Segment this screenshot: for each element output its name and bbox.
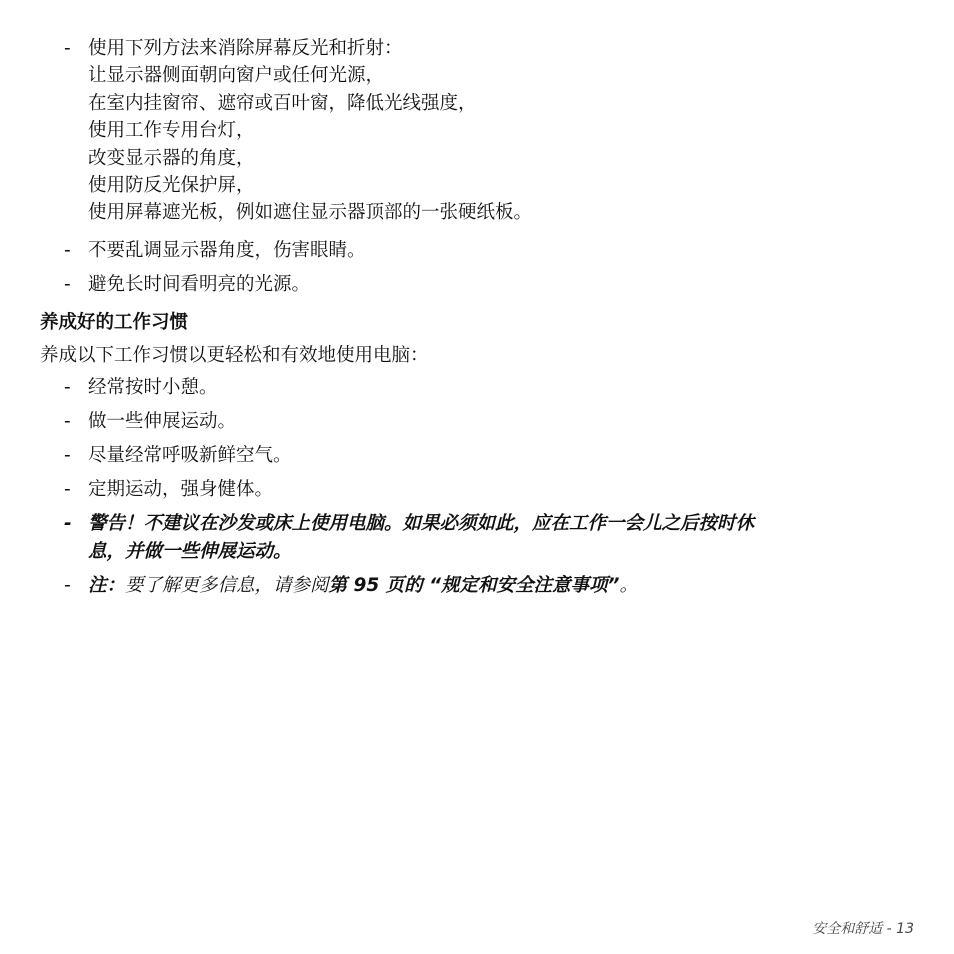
- section-heading: 养成好的工作习惯: [40, 312, 189, 333]
- bullet-dash: -: [64, 411, 71, 432]
- note-text: [88, 572, 918, 599]
- bullet-dash: -: [64, 575, 71, 596]
- text-line: 使用屏幕遮光板，例如遮住显示器顶部的一张硬纸板。: [88, 202, 533, 224]
- bullet-dash: -: [64, 445, 71, 466]
- text-line: 使用下列方法来消除屏幕反光和折射：: [88, 38, 403, 59]
- note-bullet: [64, 572, 918, 599]
- bullet-text: 避免长时间看明亮的光源。: [88, 274, 311, 295]
- bullet-text: 尽量经常呼吸新鲜空气。: [88, 445, 292, 466]
- warning-line: 警告！不建议在沙发或床上使用电脑。如果必须如此，应在工作一会儿之后按时休: [88, 513, 755, 534]
- note-end: 。: [619, 575, 638, 596]
- bullet-bright-light: [64, 271, 918, 298]
- bullet-text: 做一些伸展运动。: [88, 411, 237, 432]
- bullet-glare-remedies: [64, 35, 918, 227]
- text-line: 改变显示器的角度，: [88, 147, 255, 169]
- bullet-habit: [64, 374, 918, 401]
- bullet-text: 定期运动，强身健体。: [88, 479, 274, 500]
- warning-line: 息，并做一些伸展运动。: [88, 541, 292, 562]
- bullet-habit: [64, 476, 918, 503]
- bullet-text-block: [88, 35, 918, 227]
- note-reference-link[interactable]: 第 95 页的 “规定和安全注意事项”: [328, 575, 620, 596]
- bullet-dash: -: [64, 513, 72, 534]
- text-line: 使用工作专用台灯，: [88, 120, 255, 142]
- note-body: 要了解更多信息，请参阅: [125, 575, 329, 596]
- bullet-dash: -: [64, 240, 71, 261]
- text-line: 在室内挂窗帘、遮帘或百叶窗，降低光线强度，: [88, 92, 477, 114]
- bullet-dash: -: [64, 479, 71, 500]
- bullet-text: 不要乱调显示器角度，伤害眼睛。: [88, 240, 366, 261]
- warning-text-block: [88, 510, 918, 566]
- bullet-monitor-angle: [64, 237, 918, 264]
- section-intro: 养成以下工作习惯以更轻松和有效地使用电脑：: [40, 345, 429, 366]
- bullet-dash: -: [64, 377, 71, 398]
- bullet-habit: [64, 442, 918, 469]
- text-line: 使用防反光保护屏，: [88, 175, 255, 197]
- bullet-dash: -: [64, 38, 71, 59]
- bullet-text: 经常按时小憩。: [88, 377, 218, 398]
- note-label: 注：: [88, 575, 126, 596]
- page-footer: 安全和舒适 - 13: [812, 921, 914, 937]
- warning-bullet: [64, 510, 918, 566]
- bullet-habit: [64, 408, 918, 435]
- text-line: 让显示器侧面朝向窗户或任何光源，: [88, 65, 385, 87]
- bullet-dash: -: [64, 274, 71, 295]
